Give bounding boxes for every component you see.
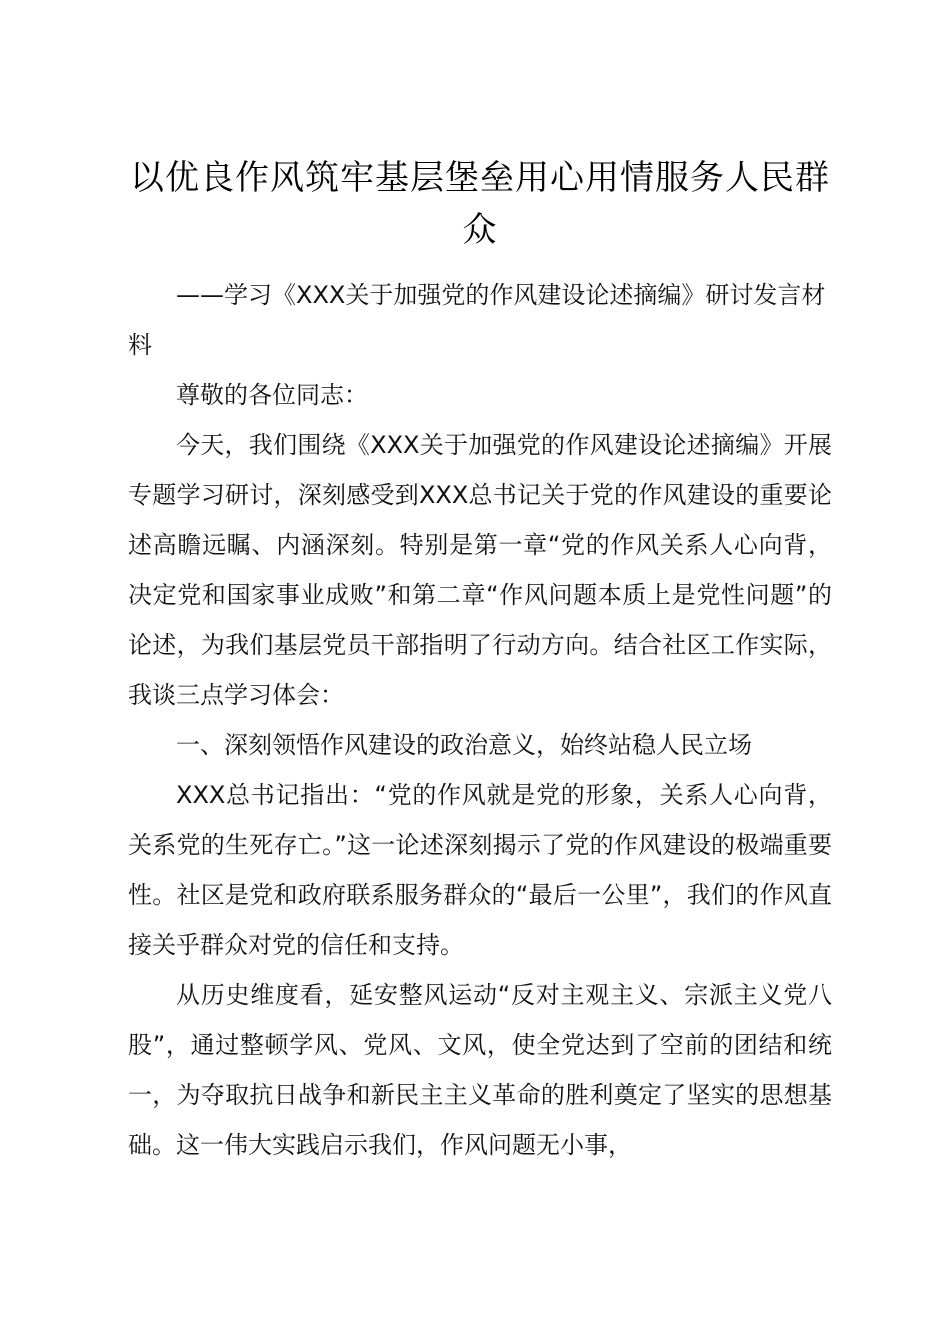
greeting: 尊敬的各位同志： [176,381,368,409]
paragraph-intro: 今天，我们围绕《XXX关于加强党的作风建设论述摘编》开展专题学习研讨，深刻感受到XXX总书记关于党的作风建设的重要论述高瞻远瞩、内涵深刻。特别是第一章“党的作风关系人心向背，决定党和国家事业成败”和第二章“作风问题本质上是党性问题”的论述，为我们基层党员干部指明了行动方向。结合社区工作实际，我谈三点学习体会： [128,431,832,709]
paragraph-quote: XXX总书记指出：“党的作风就是党的形象，关系人心向背，关系党的生死存亡。”这一论述深刻揭示了党的作风建设的极端重要性。社区是党和政府联系服务群众的“最后一公里”，我们的作风直接关乎群众对党的信任和支持。 [128,781,832,959]
paragraph-history: 从历史维度看，延安整风运动“反对主观主义、宗派主义党八股”，通过整顿学风、党风、文风，使全党达到了空前的团结和统一，为夺取抗日战争和新民主主义革命的胜利奠定了坚实的思想基础。这一伟大实践启示我们，作风问题无小事， [128,981,832,1159]
section-heading-1: 一、深刻领悟作风建设的政治意义，始终站稳人民立场 [176,731,752,759]
document-title: 以优良作风筑牢基层堡垒用心用情服务人民群众 [130,158,830,250]
document-subtitle: ——学习《XXX关于加强党的作风建设论述摘编》研讨发言材料 [128,281,826,359]
document-page [128,152,832,1170]
